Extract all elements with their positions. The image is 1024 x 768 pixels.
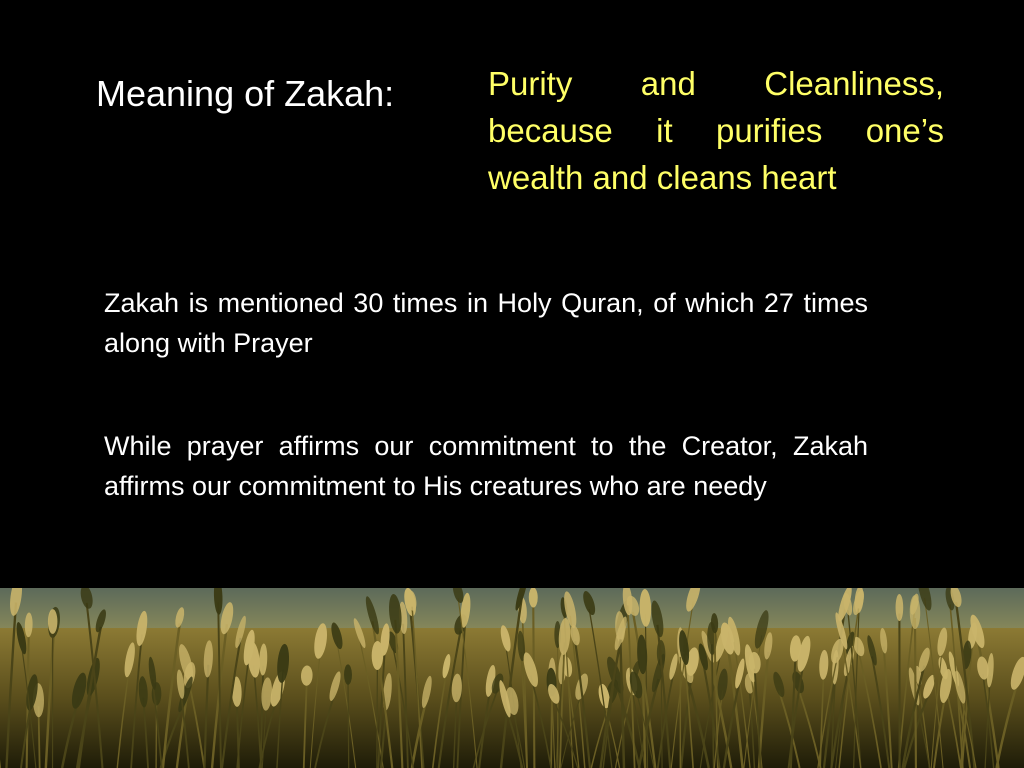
commitment-paragraph: While prayer affirms our commitment to the Creator, Zakah affirms our commitment to His creatures who are needy [104,431,868,501]
quran-mention-paragraph: Zakah is mentioned 30 times in Holy Quran, of which 27 times along with Prayer [104,288,868,358]
wheat-field-image [0,588,1024,768]
zakah-definition: Purity and Cleanliness, because it purifies one’s wealth and cleans heart [488,65,944,196]
wheat-field-drawing [0,588,1024,768]
slide-title: Meaning of Zakah: [96,73,395,114]
